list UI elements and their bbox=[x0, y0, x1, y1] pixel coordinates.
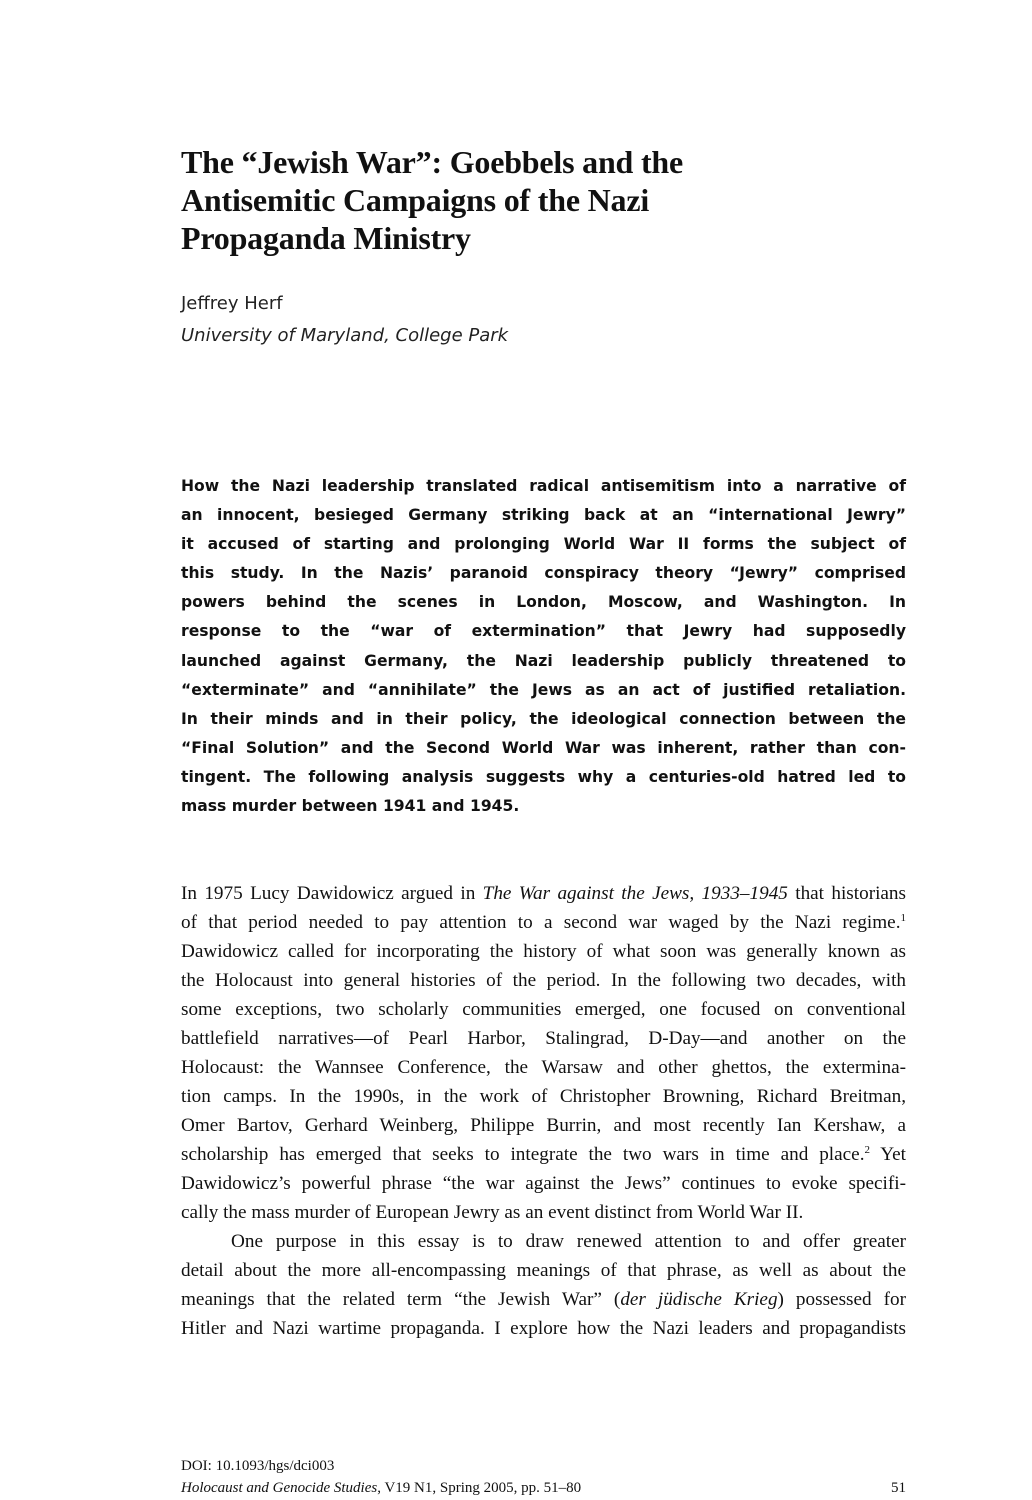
abstract-line: response to the “war of extermination” that Jewry had supposedly bbox=[181, 622, 906, 641]
text-segment: Dawidowicz’s powerful phrase “the war against the Jews” continues to evoke specifi- bbox=[181, 1173, 906, 1194]
text-segment: Yet bbox=[870, 1144, 906, 1165]
text-segment: meanings that the related term “the Jewish War” ( bbox=[181, 1289, 621, 1310]
footnote-ref[interactable]: 1 bbox=[900, 912, 906, 924]
text-segment: Hitler and Nazi wartime propaganda. I explore how the Nazi leaders and propagandists bbox=[181, 1318, 906, 1339]
author-affiliation: University of Maryland, College Park bbox=[181, 325, 509, 346]
text-segment: detail about the more all-encompassing meanings of that phrase, as well as about the bbox=[181, 1260, 906, 1281]
body-line bbox=[181, 879, 906, 908]
text-segment: scholarship has emerged that seeks to integrate the two wars in time and place. bbox=[181, 1144, 865, 1165]
italic-text: der jüdische Krieg bbox=[620, 1289, 778, 1310]
text-segment: In 1975 Lucy Dawidowicz argued in bbox=[181, 883, 483, 904]
abstract-line: an innocent, besieged Germany striking back at an “international Jewry” bbox=[181, 506, 906, 525]
body-line bbox=[181, 1256, 906, 1285]
abstract-line: tingent. The following analysis suggests why a centuries-old hatred led to bbox=[181, 767, 906, 786]
italic-text: The War against the Jews, 1933–1945 bbox=[482, 883, 788, 904]
footnote-ref[interactable]: 2 bbox=[864, 1144, 870, 1156]
text-segment: that historians bbox=[787, 883, 906, 904]
abstract-line: How the Nazi leadership translated radical antisemitism into a narrative of bbox=[181, 477, 906, 495]
abstract-line: this study. In the Nazis’ paranoid conspiracy theory “Jewry” comprised bbox=[181, 564, 906, 583]
body-line bbox=[181, 937, 906, 966]
text-segment: tion camps. In the 1990s, in the work of Christopher Browning, Richard Breitman, bbox=[181, 1086, 906, 1107]
abstract-line: mass murder between 1941 and 1945. bbox=[181, 797, 520, 816]
text-segment: battlefield narratives—of Pearl Harbor, Stalingrad, D-Day—and another on the bbox=[181, 1028, 906, 1049]
body-line bbox=[181, 966, 906, 995]
abstract-line: launched against Germany, the Nazi leadership publicly threatened to bbox=[181, 651, 906, 670]
body-line bbox=[181, 1140, 906, 1169]
doi: DOI: 10.1093/hgs/dci003 bbox=[181, 1458, 335, 1474]
text-segment: One purpose in this essay is to draw renewed attention to and offer greater bbox=[231, 1231, 906, 1252]
text-segment: of that period needed to pay attention to a second war waged by the Nazi regime. bbox=[181, 912, 901, 933]
title-line: The “Jewish War”: Goebbels and the bbox=[181, 144, 683, 180]
abstract-line: it accused of starting and prolonging World War II forms the subject of bbox=[181, 535, 906, 554]
journal-name: Holocaust and Genocide Studies bbox=[181, 1480, 378, 1496]
body-line bbox=[181, 1082, 906, 1111]
text-segment: Dawidowicz called for incorporating the history of what soon was generally known as bbox=[181, 941, 906, 962]
body-line bbox=[181, 908, 906, 937]
text-segment: some exceptions, two scholarly communities emerged, one focused on conventional bbox=[181, 999, 906, 1020]
abstract-line: In their minds and in their policy, the ideological connection between the bbox=[181, 709, 906, 728]
body-line bbox=[181, 1198, 906, 1227]
body-line bbox=[181, 1314, 906, 1343]
abstract-line: powers behind the scenes in London, Moscow, and Washington. In bbox=[181, 593, 906, 612]
abstract-line: “exterminate” and “annihilate” the Jews as an act of justified retaliation. bbox=[181, 680, 906, 699]
body-line bbox=[181, 995, 906, 1024]
body-line bbox=[181, 1169, 906, 1198]
body-line bbox=[181, 1024, 906, 1053]
author-name: Jeffrey Herf bbox=[181, 293, 283, 314]
body-line bbox=[181, 1227, 906, 1256]
page-footer bbox=[181, 1455, 906, 1499]
body-line bbox=[181, 1285, 906, 1314]
page-number: 51 bbox=[891, 1480, 906, 1496]
body-line bbox=[181, 1111, 906, 1140]
abstract-line: “Final Solution” and the Second World War was inherent, rather than con- bbox=[181, 738, 906, 757]
text-segment: Omer Bartov, Gerhard Weinberg, Philippe Burrin, and most recently Ian Kershaw, a bbox=[181, 1115, 906, 1136]
title-line: Antisemitic Campaigns of the Nazi bbox=[181, 182, 650, 218]
abstract bbox=[181, 472, 906, 821]
text-segment: Holocaust: the Wannsee Conference, the Warsaw and other ghettos, the extermina- bbox=[181, 1057, 906, 1078]
citation bbox=[181, 1477, 906, 1499]
citation-details: , V19 N1, Spring 2005, pp. 51–80 bbox=[377, 1480, 582, 1496]
text-segment: ) possessed for bbox=[777, 1289, 906, 1310]
article-title bbox=[181, 143, 881, 257]
text-segment: cally the mass murder of European Jewry as an event distinct from World War II. bbox=[181, 1202, 804, 1223]
text-segment: the Holocaust into general histories of the period. In the following two decades, with bbox=[181, 970, 906, 991]
body-line bbox=[181, 1053, 906, 1082]
body-text bbox=[181, 879, 906, 1343]
title-line: Propaganda Ministry bbox=[181, 220, 471, 256]
